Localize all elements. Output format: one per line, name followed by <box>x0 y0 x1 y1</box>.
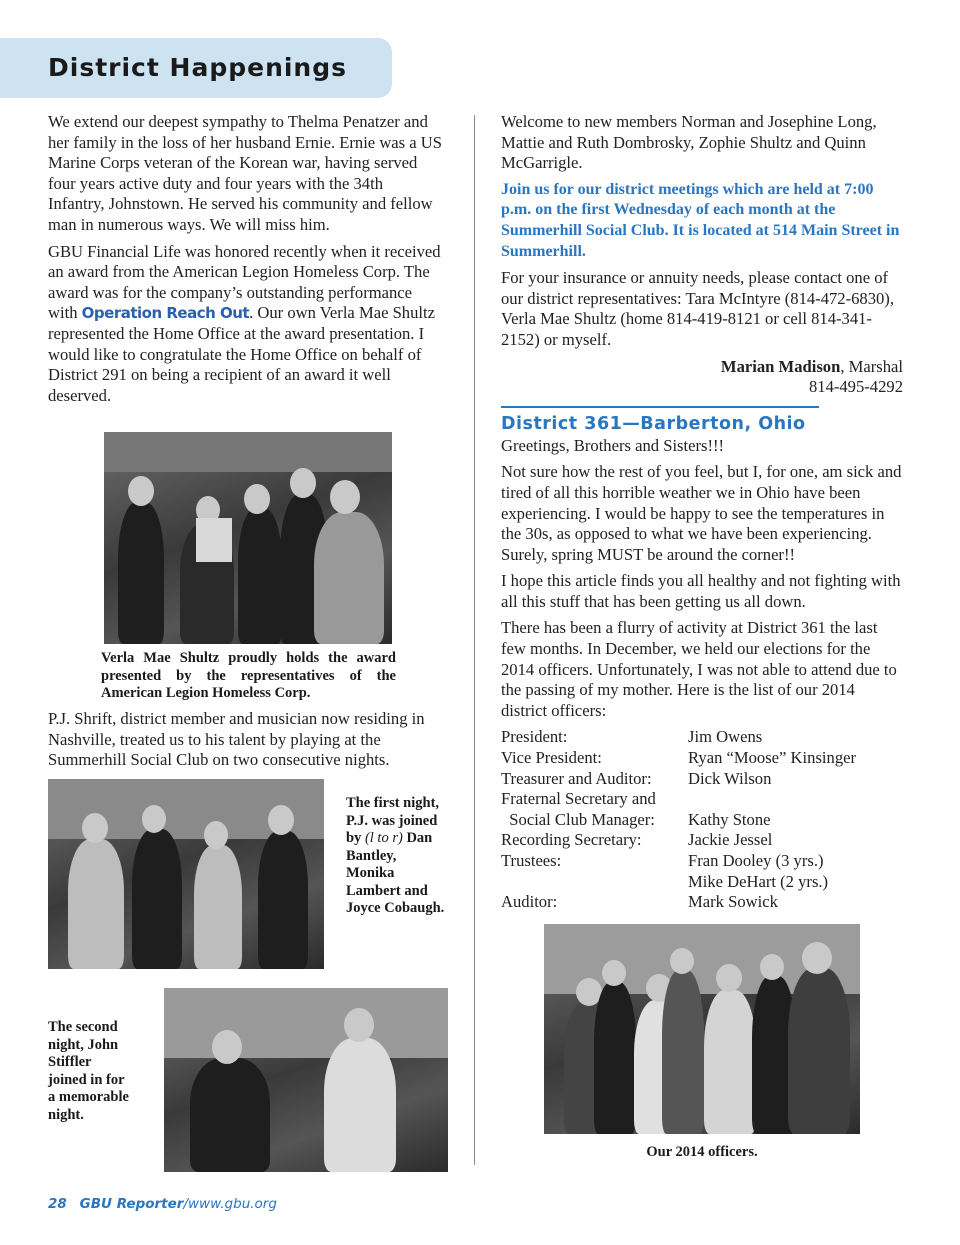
operation-reach-out-logo: Operation Reach Out <box>81 304 250 323</box>
health-paragraph: I hope this article finds you all healthy and not fighting with all this stuff that has been getting us all down. <box>501 571 901 611</box>
officer-row: Recording Secretary: Jackie Jessel <box>501 830 773 850</box>
second-night-photo <box>164 988 448 1172</box>
signature <box>501 357 903 378</box>
award-photo <box>104 432 392 644</box>
officer-row: Fraternal Secretary and <box>501 789 656 809</box>
pj-shrift-paragraph: P.J. Shrift, district member and musician now residing in Nashville, treated us to his talent by playing at the Summerhill Social Club on two consecutive nights. <box>48 709 425 770</box>
meetings-notice: Join us for our district meetings which are held at 7:00 p.m. on the first Wednesday of each month at the Summerhill Social Club. It is located at 514 Main Street in Summerhill. <box>501 180 900 260</box>
officer-row: Auditor: Mark Sowick <box>501 892 778 912</box>
officers-caption: Our 2014 officers. <box>646 1144 758 1160</box>
weather-paragraph: Not sure how the rest of you feel, but I, for one, am sick and tired of all this horrible weather we in Ohio have been experiencing. I would be happy to see the temperatures in the 30s, as opposed to what we have been experiencing. Surely, spring MUST be around the corner!! <box>501 462 902 564</box>
signature-name: Marian Madison <box>720 356 841 376</box>
award-paragraph <box>48 242 443 407</box>
greeting: Greetings, Brothers and Sisters!!! <box>501 435 725 455</box>
officer-row: Social Club Manager: Kathy Stone <box>501 809 771 829</box>
page-title: District Happenings <box>48 53 348 82</box>
signature-title: , Marshal <box>840 356 903 376</box>
section-rule <box>501 406 819 408</box>
officers-photo <box>544 924 860 1134</box>
right-column <box>501 112 903 913</box>
activity-paragraph: There has been a flurry of activity at District 361 the last few months. In December, we held our elections for the 2014 officers. Unfortunately, I was not able to attend due to the passing of my mother. Here is the list of our 2014 district officers: <box>501 618 897 720</box>
award-text-end: . Our own Verla Mae Shultz represented the Home Office at the award presentation. I would like to congratulate the Home Office on behalf of District 291 on being a recipient of an award it well deserved. <box>48 303 435 405</box>
first-night-photo <box>48 779 324 969</box>
welcome-paragraph: Welcome to new members Norman and Josephine Long, Mattie and Ruth Dombrosky, Zophie Shultz and Quinn McGarrigle. <box>501 112 877 173</box>
insurance-paragraph: For your insurance or annuity needs, please contact one of our district representatives: Tara McIntyre (814-472-6830), Verla Mae Shultz (home 814-419-8121 or cell 814-341-2152) or myself. <box>501 268 894 349</box>
left-column <box>48 112 443 412</box>
first-night-caption-start: The first night, P.J. was joined by <box>346 795 440 846</box>
first-night-caption-italic: (l to r) <box>364 830 403 846</box>
officer-row: Mike DeHart (2 yrs.) <box>688 871 829 891</box>
officers-list <box>501 727 903 912</box>
page-footer <box>48 1196 277 1212</box>
first-night-caption <box>346 795 446 918</box>
second-night-caption: The second night, John Stiffler joined in for a memorable night. <box>48 1019 129 1123</box>
award-caption: Verla Mae Shultz proudly holds the award presented by the representatives of the American Legion Homeless Corp. <box>101 650 396 701</box>
section-title: District 361—Barberton, Ohio <box>501 413 806 434</box>
officer-row: President: Jim Owens <box>501 727 763 747</box>
signature-phone: 814-495-4292 <box>808 377 903 397</box>
award-text-start: GBU Financial Life was honored recently when it received an award from the American Legion Homeless Corp. The award was for the company’s outstanding performance with <box>48 241 441 323</box>
officer-row: Treasurer and Auditor: Dick Wilson <box>501 768 772 788</box>
officer-row: Trustees: Fran Dooley (3 yrs.) <box>501 851 824 870</box>
sympathy-paragraph: We extend our deepest sympathy to Thelma Penatzer and her family in the loss of her husband Ernie. Ernie was a US Marine Corps veteran of the Korean war, having served four years active duty and four years with the 34th Infantry, Johnstown. He served his community and fellow man in numerous ways. We will miss him. <box>48 112 443 234</box>
website-url: /www.gbu.org <box>183 1196 277 1212</box>
publication-name: GBU Reporter <box>79 1196 184 1212</box>
first-night-caption-end: Dan Bantley, Monika Lambert and Joyce Cobaugh. <box>346 830 445 916</box>
column-divider <box>474 115 475 1165</box>
page-number: 28 <box>48 1196 67 1212</box>
officer-row: Vice President: Ryan “Moose” Kinsinger <box>501 748 857 768</box>
